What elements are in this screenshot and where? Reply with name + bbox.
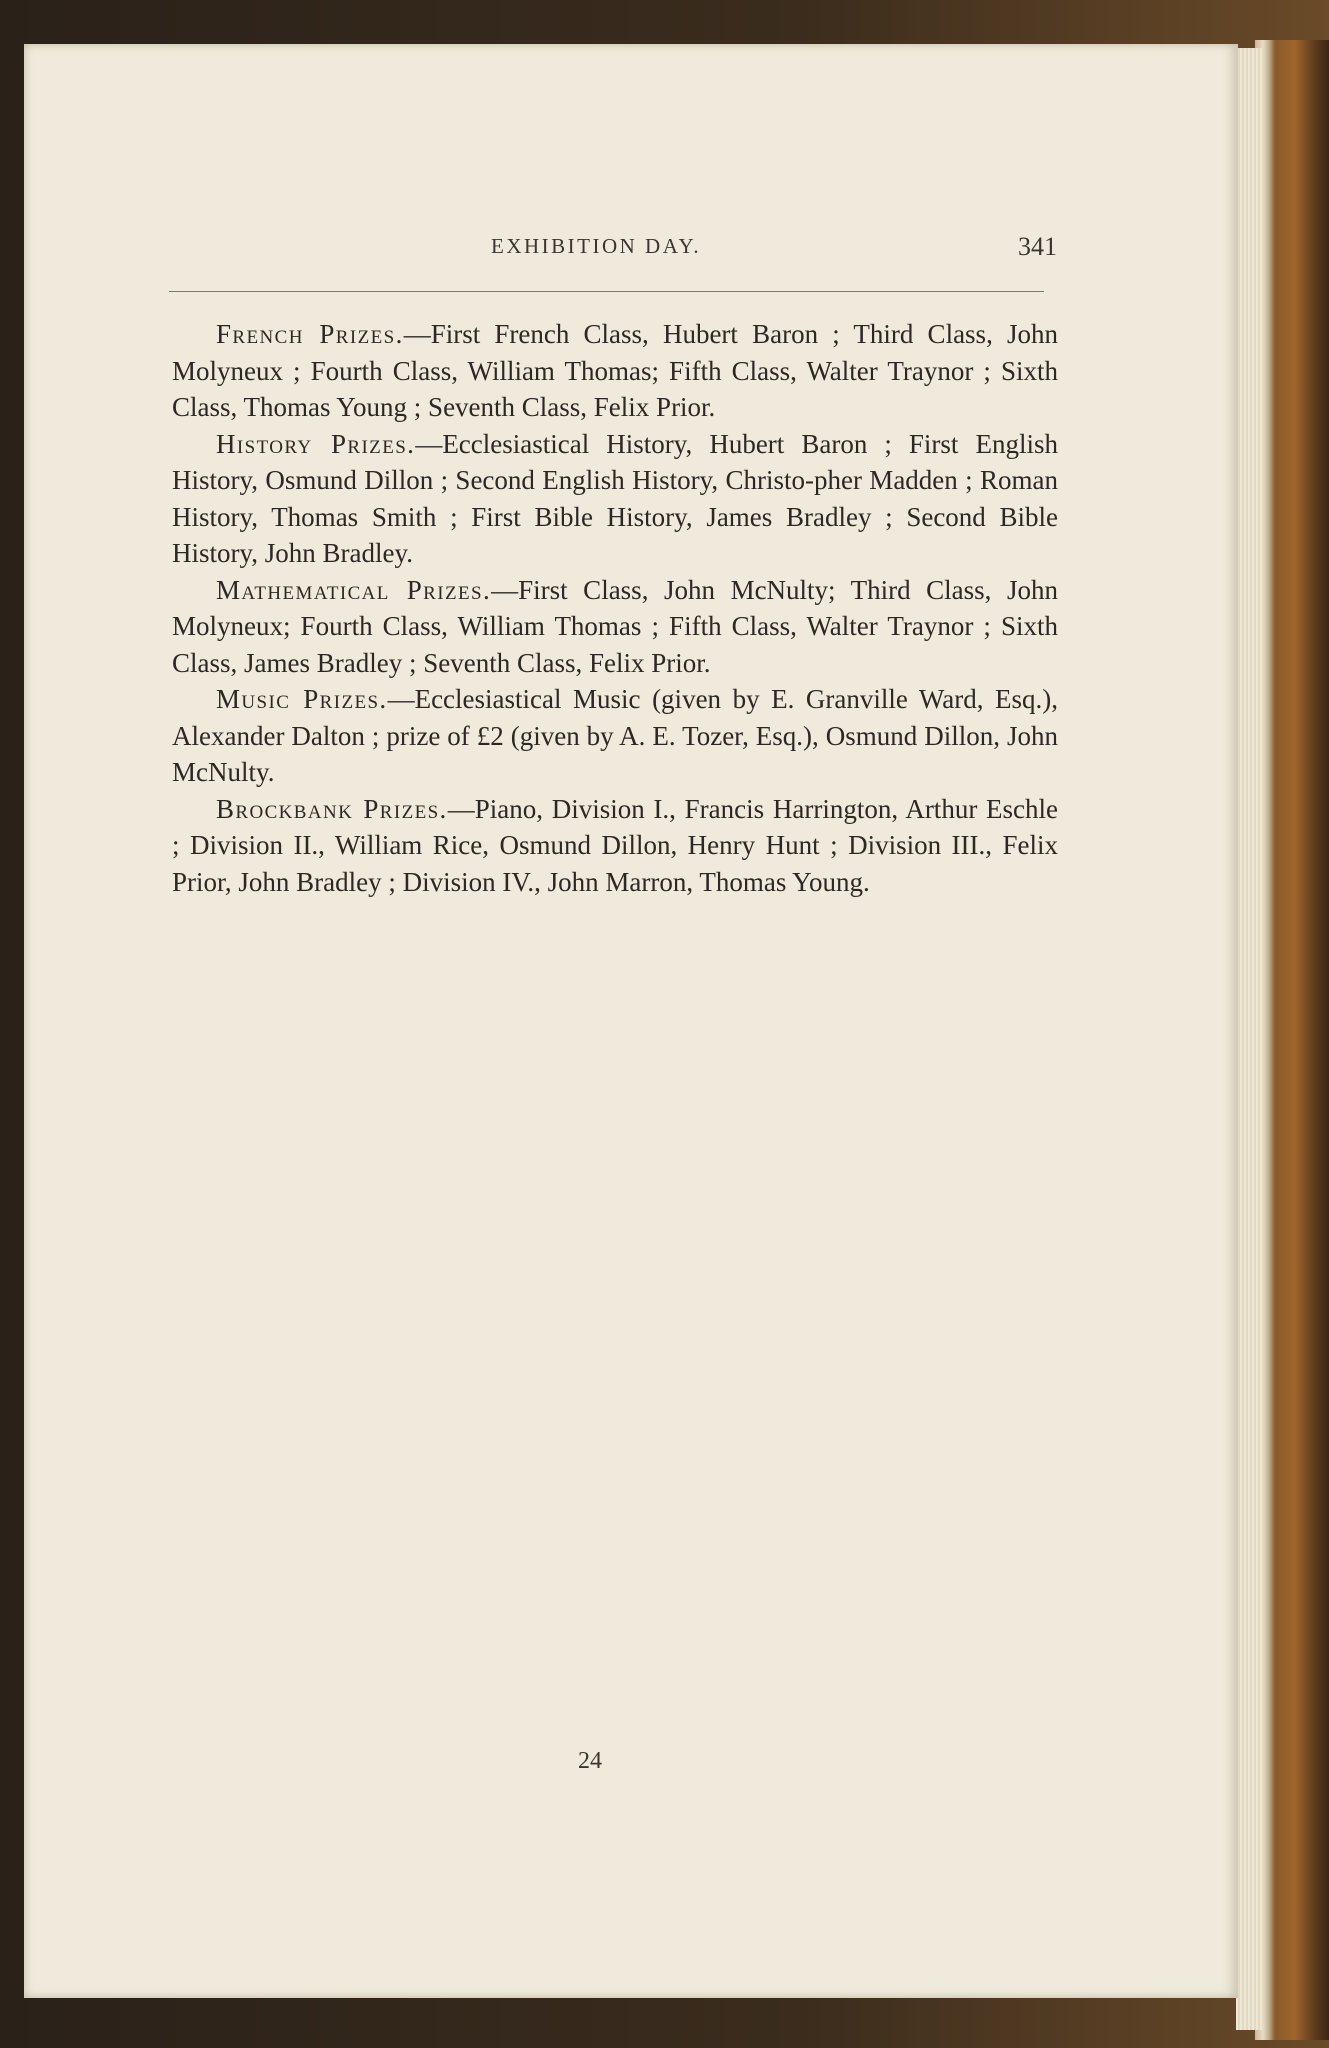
paragraph-heading: Mathematical Prizes. (216, 574, 492, 605)
paragraph-brockbank-prizes (172, 791, 1058, 901)
paragraph-mathematical-prizes (172, 572, 1058, 682)
paragraph-text: —Piano, Division I., Francis Harrington, Arthur Eschle ; Division II., William Rice, Osmund Dillon, Henry Hunt ; Division III., Felix Prior, John Bradley ; Division IV., John Marron, Thomas Young. (172, 793, 1059, 897)
paragraph-text: —First French Class, Hubert Baron ; Third Class, John Molyneux ; Fourth Class, William Thomas; Fifth Class, Walter Traynor ; Sixth Class, Thomas Young ; Seventh Class, Felix Prior. (172, 319, 1058, 422)
paragraph-music-prizes (172, 681, 1058, 791)
book-page (24, 44, 1238, 1998)
paragraph-heading: French Prizes. (216, 319, 404, 349)
paragraph-text: —First Class, John McNulty; Third Class, John Molyneux; Fourth Class, William Thomas ; Fifth Class, Walter Traynor ; Sixth Class, James Bradley ; Seventh Class, Felix Prior. (172, 574, 1058, 678)
book-cover-edge (1255, 40, 1329, 2040)
page-number: 341 (1018, 232, 1057, 261)
paragraph-heading: Music Prizes. (216, 684, 388, 714)
running-head-title: EXHIBITION DAY. (491, 234, 702, 258)
paragraph-history-prizes (172, 426, 1058, 572)
paragraph-french-prizes (172, 316, 1058, 426)
paragraph-heading: Brockbank Prizes. (216, 793, 448, 824)
paragraph-text: —Ecclesiastical Music (given by E. Granville Ward, Esq.), Alexander Dalton ; prize of £2 (given by A. E. Tozer, Esq.), Osmund Dillon, John McNulty. (172, 684, 1058, 787)
running-head (169, 234, 1059, 264)
paragraph-text: —Ecclesiastical History, Hubert Baron ; First English History, Osmund Dillon ; Second English History, Christo-pher Madden ; Roman History, Thomas Smith ; First Bible History, James Bradley ; Second Bible History, John Bradley. (172, 428, 1058, 568)
header-rule (169, 291, 1044, 292)
body-text (172, 316, 1058, 900)
page-stack-edge (1236, 48, 1262, 2030)
paragraph-heading: History Prizes. (216, 428, 416, 459)
signature-mark: 24 (578, 1748, 602, 1774)
